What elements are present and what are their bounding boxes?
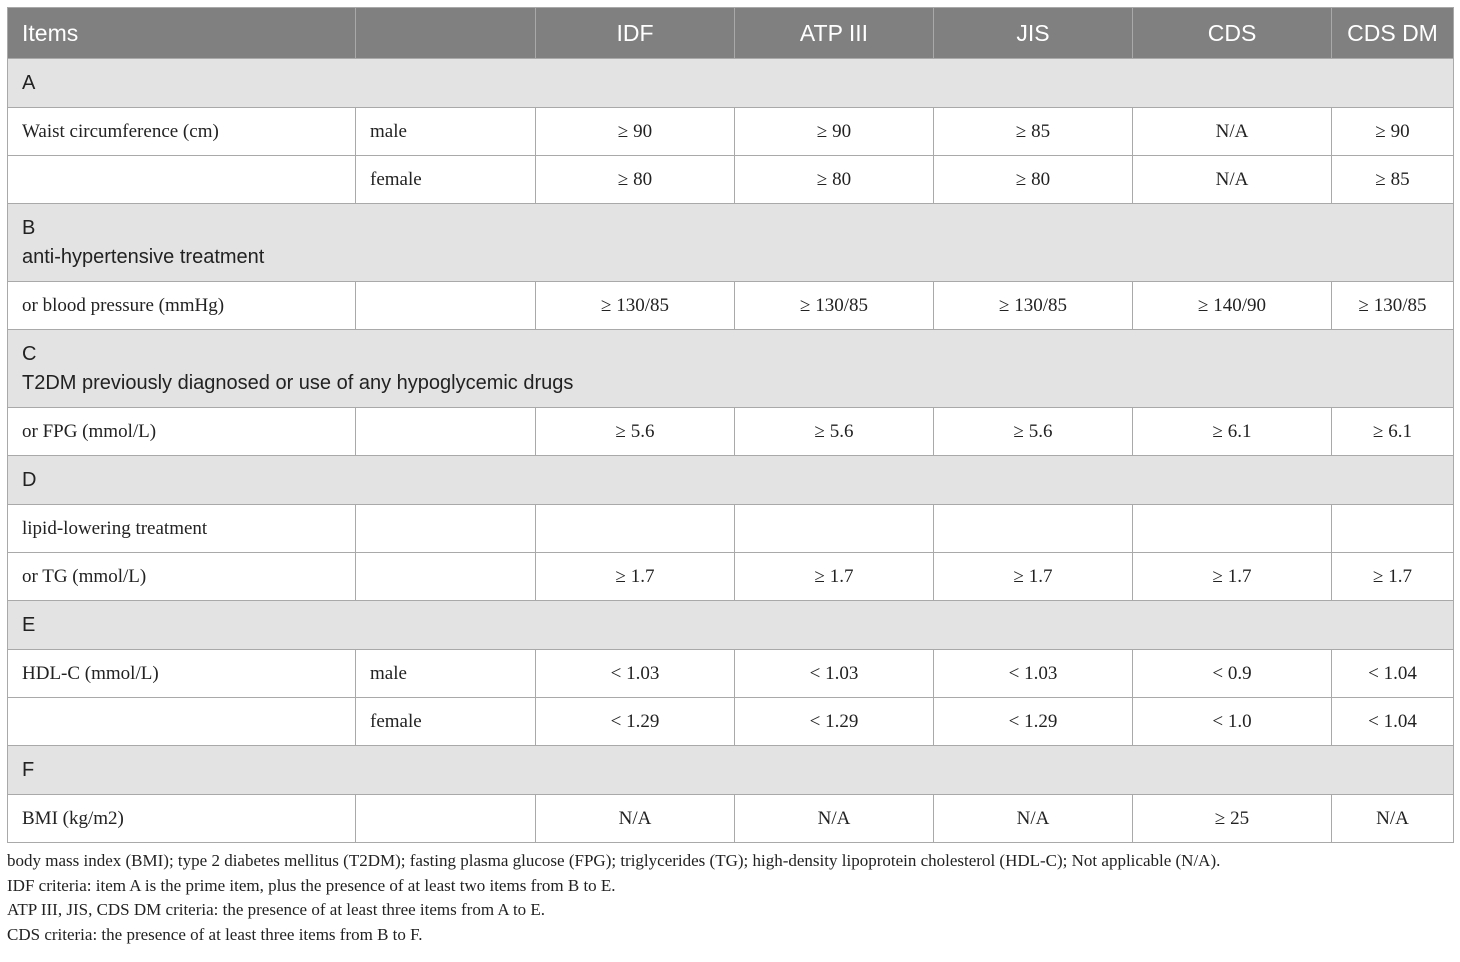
- cell-jis: ≥ 130/85: [934, 282, 1133, 330]
- row-sub-label: [356, 282, 536, 330]
- row-sub-label: female: [356, 698, 536, 746]
- section-title: C: [22, 342, 37, 365]
- row-sub-label: male: [356, 650, 536, 698]
- section-title: B: [22, 216, 36, 239]
- cell-jis: [934, 505, 1133, 553]
- cell-idf: < 1.03: [536, 650, 735, 698]
- table-row: [8, 795, 1454, 843]
- header-row: [8, 8, 1454, 59]
- table-row: [8, 650, 1454, 698]
- row-label: or TG (mmol/L): [8, 553, 356, 601]
- section-subtitle: anti-hypertensive treatment: [22, 245, 265, 268]
- cell-idf: ≥ 5.6: [536, 408, 735, 456]
- row-label: Waist circumference (cm): [8, 108, 356, 156]
- cell-jis: ≥ 1.7: [934, 553, 1133, 601]
- cell-atp-iii: < 1.29: [735, 698, 934, 746]
- table-row: [8, 282, 1454, 330]
- cell-cds: < 0.9: [1133, 650, 1332, 698]
- footnote-abbreviations: body mass index (BMI); type 2 diabetes mellitus (T2DM); fasting plasma glucose (FPG); triglycerides (TG); high-density lipoprotein cholesterol (HDL-C); Not applicable (N/A).: [7, 851, 1221, 870]
- cell-jis: ≥ 85: [934, 108, 1133, 156]
- section-title: F: [8, 746, 1454, 795]
- cell-atp-iii: ≥ 1.7: [735, 553, 934, 601]
- footnote-cds-criteria: CDS criteria: the presence of at least three items from B to F.: [7, 924, 423, 944]
- table-row: [8, 108, 1454, 156]
- section-title: E: [8, 601, 1454, 650]
- cell-cds: N/A: [1133, 156, 1332, 204]
- cell-idf: N/A: [536, 795, 735, 843]
- cell-cds-dm: ≥ 130/85: [1332, 282, 1454, 330]
- cell-cds: ≥ 6.1: [1133, 408, 1332, 456]
- header-blank: [356, 8, 536, 59]
- row-label: BMI (kg/m2): [8, 795, 356, 843]
- row-sub-label: [356, 795, 536, 843]
- cell-jis: ≥ 80: [934, 156, 1133, 204]
- cell-cds-dm: < 1.04: [1332, 698, 1454, 746]
- cell-idf: ≥ 130/85: [536, 282, 735, 330]
- row-label: or blood pressure (mmHg): [8, 282, 356, 330]
- cell-idf: ≥ 80: [536, 156, 735, 204]
- section-row-c: [8, 330, 1454, 408]
- cell-idf: < 1.29: [536, 698, 735, 746]
- header-cds-dm: CDS DM: [1332, 8, 1454, 59]
- cell-cds-dm: N/A: [1332, 795, 1454, 843]
- row-label: or FPG (mmol/L): [8, 408, 356, 456]
- section-row-a: [8, 59, 1454, 108]
- cell-atp-iii: ≥ 80: [735, 156, 934, 204]
- cell-cds-dm: ≥ 90: [1332, 108, 1454, 156]
- cell-idf: [536, 505, 735, 553]
- row-sub-label: male: [356, 108, 536, 156]
- table-row: [8, 408, 1454, 456]
- cell-cds-dm: ≥ 6.1: [1332, 408, 1454, 456]
- header-cds: CDS: [1133, 8, 1332, 59]
- cell-cds: ≥ 25: [1133, 795, 1332, 843]
- cell-cds-dm: ≥ 85: [1332, 156, 1454, 204]
- row-label: lipid-lowering treatment: [8, 505, 356, 553]
- cell-cds-dm: ≥ 1.7: [1332, 553, 1454, 601]
- row-sub-label: [356, 553, 536, 601]
- table-row: [8, 553, 1454, 601]
- table-row: [8, 505, 1454, 553]
- cell-atp-iii: [735, 505, 934, 553]
- row-label: HDL-C (mmol/L): [8, 650, 356, 698]
- cell-idf: ≥ 1.7: [536, 553, 735, 601]
- cell-jis: < 1.29: [934, 698, 1133, 746]
- row-sub-label: female: [356, 156, 536, 204]
- cell-cds: ≥ 140/90: [1133, 282, 1332, 330]
- section-subtitle: T2DM previously diagnosed or use of any hypoglycemic drugs: [22, 371, 574, 394]
- section-row-d: [8, 456, 1454, 505]
- section-header-b: [8, 204, 1454, 282]
- table-row: [8, 698, 1454, 746]
- section-header-c: [8, 330, 1454, 408]
- header-jis: JIS: [934, 8, 1133, 59]
- header-items: Items: [8, 8, 356, 59]
- cell-jis: N/A: [934, 795, 1133, 843]
- row-sub-label: [356, 505, 536, 553]
- cell-cds: ≥ 1.7: [1133, 553, 1332, 601]
- footnote-atp-jis-cdsdm-criteria: ATP III, JIS, CDS DM criteria: the presence of at least three items from A to E.: [7, 900, 546, 919]
- table-header: [8, 8, 1454, 59]
- section-title: D: [8, 456, 1454, 505]
- criteria-table-container: [7, 7, 1453, 947]
- row-label: [8, 156, 356, 204]
- row-label: [8, 698, 356, 746]
- table-footnotes: [7, 849, 1453, 947]
- cell-atp-iii: < 1.03: [735, 650, 934, 698]
- cell-jis: ≥ 5.6: [934, 408, 1133, 456]
- criteria-table: [7, 7, 1454, 843]
- table-body: [8, 59, 1454, 843]
- row-sub-label: [356, 408, 536, 456]
- section-row-b: [8, 204, 1454, 282]
- cell-atp-iii: ≥ 130/85: [735, 282, 934, 330]
- cell-idf: ≥ 90: [536, 108, 735, 156]
- header-idf: IDF: [536, 8, 735, 59]
- cell-jis: < 1.03: [934, 650, 1133, 698]
- footnote-idf-criteria: IDF criteria: item A is the prime item, plus the presence of at least two items from B to E.: [7, 875, 616, 895]
- header-atp-iii: ATP III: [735, 8, 934, 59]
- cell-atp-iii: ≥ 5.6: [735, 408, 934, 456]
- cell-cds: [1133, 505, 1332, 553]
- cell-atp-iii: ≥ 90: [735, 108, 934, 156]
- section-row-e: [8, 601, 1454, 650]
- cell-cds-dm: < 1.04: [1332, 650, 1454, 698]
- cell-cds: < 1.0: [1133, 698, 1332, 746]
- cell-atp-iii: N/A: [735, 795, 934, 843]
- cell-cds: N/A: [1133, 108, 1332, 156]
- table-row: [8, 156, 1454, 204]
- section-row-f: [8, 746, 1454, 795]
- section-title: A: [8, 59, 1454, 108]
- cell-cds-dm: [1332, 505, 1454, 553]
